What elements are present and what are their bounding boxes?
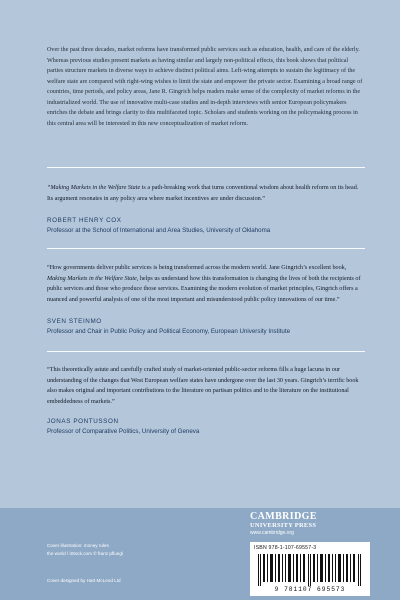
quote-1-title: “Making Markets in the Welfare State: [47, 185, 141, 191]
quote-2-author: SVEN STEINMO: [47, 318, 102, 325]
publisher-url: www.cambridge.org: [250, 530, 294, 536]
publisher-subtitle: UNIVERSITY PRESS: [250, 522, 317, 529]
quote-2-title: Making Markets in the Welfare State: [47, 275, 137, 282]
barcode-number: 9 781107 695573: [274, 586, 346, 593]
quote-1-text: is a path-breaking work that turns conventional wisdom about health reform on its head. Its argument resonates in any policy area where market incentives are under discussion.”: [47, 185, 359, 202]
illustration-credit-line-1: Cover illustration: money rules: [47, 543, 109, 548]
quote-2: [47, 263, 365, 305]
quote-3: [47, 365, 365, 407]
cover-designer-credit: Cover designed by Hart McLeod Ltd: [47, 578, 121, 583]
separator: [47, 248, 365, 249]
separator: [47, 351, 365, 352]
book-blurb: Over the past three decades, market reforms have transformed public services such as education, health, and care of the elderly. Whereas previous studies present markets as having similar and largely non-political effects, this book shows that political parties structure markets in diverse ways to achieve distinct political aims. Left-wing attempts to sustain the legitimacy of the welfare state are compared with right-wing wishes to limit the state and empower the private sector. Examining a broad range of countries, time periods, and policy areas, Jane R. Gingrich helps readers make sense of the complexity of market reforms in the industrialized world. The use of innovative multi-case studies and in-depth interviews with senior European policymakers enriches the debate and brings clarity to this multifaceted topic. Scholars and students working on the policymaking process in this central area will be interested in this new conceptualization of market reform.: [47, 47, 363, 127]
barcode-icon: [256, 554, 364, 586]
quote-3-affiliation: Professor of Comparative Politics, University of Geneva: [47, 428, 200, 435]
publisher-logo: [250, 512, 370, 537]
quote-2-affiliation: Professor and Chair in Public Policy and Political Economy, European University Institute: [47, 328, 291, 335]
cover-illustration-credit: [47, 542, 167, 557]
quote-1: [47, 183, 365, 204]
barcode-panel: [250, 542, 370, 596]
quote-3-text: “This theoretically astute and carefully crafted study of market-oriented public-sector reforms fills a huge lacuna in our understanding of the changes that West European welfare states have undergone over the last 30 years. Gingrich’s terrific book also makes original and important contributions to the literature on partisan politics and to the literature on the institutional embeddedness of markets.”: [47, 367, 359, 405]
quote-3-author: JONAS PONTUSSON: [47, 418, 119, 425]
quote-1-author: ROBERT HENRY COX: [47, 217, 122, 224]
publisher-name: CAMBRIDGE: [250, 511, 317, 522]
quote-2-pre: “How governments deliver public services is being transformed across the modern world. Jane Gingrich’s excellent book,: [47, 265, 347, 271]
separator: [47, 167, 365, 168]
quote-2-text: , helps us understand how this transformation is changing the lives of both the recipients of public services and those who produce those services. Examining the modern evolution of market principles, Gingrich offers a nuanced and powerful analysis of one of the most important and misunderstood public policy innovations of our time.”: [47, 275, 361, 303]
quote-1-affiliation: Professor at the School of International and Area Studies, University of Oklahoma: [47, 227, 271, 234]
illustration-credit-line-2: the world / iStock.com © franz pfluegl: [47, 550, 123, 556]
isbn-label: ISBN 978-1-107-69557-3: [254, 545, 317, 551]
